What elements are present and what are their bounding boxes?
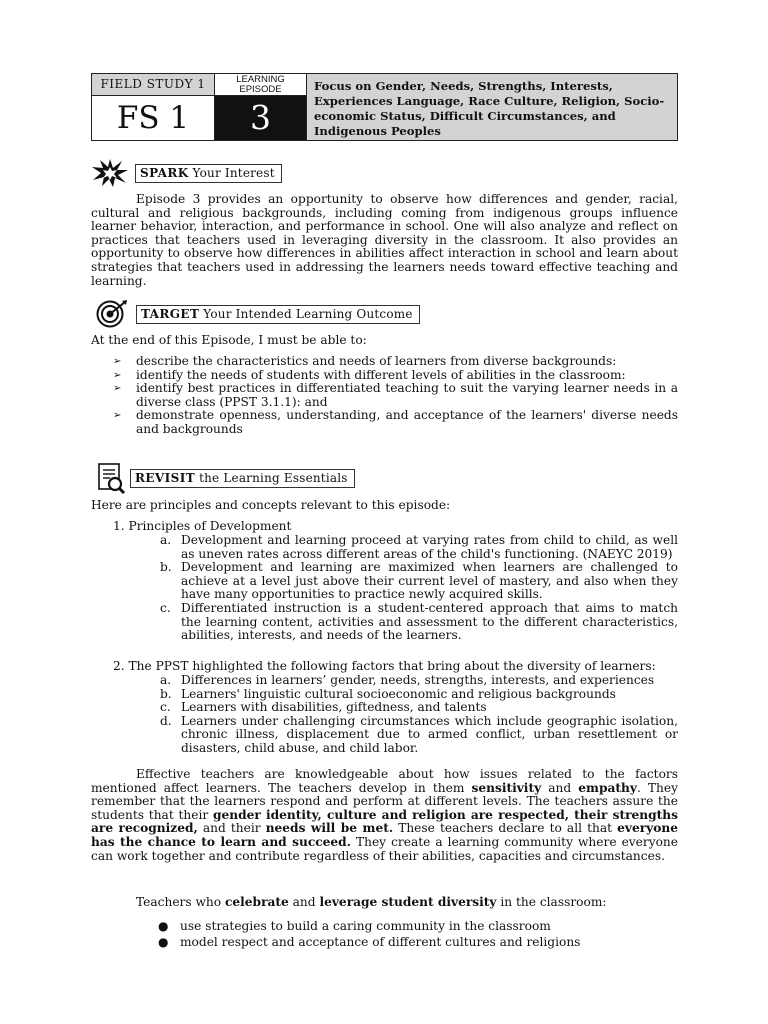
episode-number: 3 <box>215 96 307 140</box>
target-section-heading <box>96 299 420 329</box>
spark-burst-icon <box>91 158 129 188</box>
revisit-section-heading <box>96 462 355 494</box>
list-item: ➢ identify best practices in differentiated teaching to suit the varying learner needs in a diverse class (PPST 3.1.1): and <box>113 381 678 409</box>
list-item: c. Differentiated instruction is a student-centered approach that aims to match the learning content, activities and assessment to the different characteristics, abilities, interests, and needs of the learners. <box>160 600 678 643</box>
effective-teachers-paragraph: Effective teachers are knowledgeable about how issues related to the factors mentioned affect learners. The teachers develop in them sensitivity and empathy. They remember that the learners respond and perform at different levels. The teachers assure the students that their gender identity, culture and religion are respected, their strengths are recognized, and their needs will be met. These teachers declare to all that everyone has the chance to learn and succeed. They create a learning community where everyone can work together and contribute regardless of their abilities, capacities and circumstances. <box>91 767 678 863</box>
ppst-heading: 2. The PPST highlighted the following factors that bring about the diversity of learners: <box>113 659 656 673</box>
list-item: ➢ describe the characteristics and needs of learners from diverse backgrounds: <box>113 354 617 368</box>
target-intro: At the end of this Episode, I must be able to: <box>91 333 367 347</box>
learning-episode-label: LEARNING EPISODE <box>215 74 307 96</box>
learning-outcomes-list <box>113 355 678 437</box>
list-item: ● model respect and acceptance of different cultures and religions <box>158 935 581 949</box>
spark-section-heading <box>91 158 282 188</box>
list-item: a. Differences in learners’ gender, needs, strengths, interests, and experiences <box>160 673 655 687</box>
spark-paragraph: Episode 3 provides an opportunity to observe how differences and gender, racial, cultural and religious backgrounds, including coming from indigenous groups influence learner behavior, interaction, and performance in school. One will also analyze and reflect on practices that teachers used in leveraging diversity in the classroom. It also provides an opportunity to observe how differences in abilities affect interaction in school and learn about strategies that teachers used in addressing the learners needs toward effective teaching and learning. <box>91 192 678 288</box>
list-item: d. Learners under challenging circumstances which include geographic isolation, chronic illness, displacement due to armed conflict, urban resettlement or disasters, child abuse, and child labor. <box>160 713 678 755</box>
list-item: ➢ identify the needs of students with different levels of abilities in the classroom: <box>113 367 626 382</box>
bullet-dot-icon: ● <box>158 919 169 933</box>
principles-list <box>155 534 678 643</box>
list-item: b. Learners' linguistic cultural socioeconomic and religious backgrounds <box>160 686 616 701</box>
document-search-icon <box>96 462 126 494</box>
list-item: c. Learners with disabilities, giftedness, and talents <box>160 700 487 715</box>
arrow-bullet-icon: ➢ <box>113 356 122 367</box>
celebrate-intro: Teachers who celebrate and leverage student diversity in the classroom: <box>136 895 607 909</box>
diversity-factors-list <box>155 674 678 756</box>
revisit-label: REVISIT the Learning Essentials <box>130 469 355 488</box>
principles-heading: 1. Principles of Development <box>113 519 292 533</box>
list-item: a. Development and learning proceed at varying rates from child to child, as well as uneven rates across different areas of the child's functioning. (NAEYC 2019) <box>160 533 678 561</box>
list-item: ➢ demonstrate openness, understanding, and acceptance of the learners' diverse needs and backgrounds <box>113 408 678 436</box>
episode-focus: Focus on Gender, Needs, Strengths, Interests, Experiences Language, Race Culture, Religion, Socio-economic Status, Difficult Circumstances, and Indigenous Peoples <box>307 74 677 140</box>
field-study-code: FS 1 <box>92 96 215 140</box>
field-study-label: FIELD STUDY 1 <box>92 74 215 96</box>
arrow-bullet-icon: ➢ <box>113 369 122 381</box>
arrow-bullet-icon: ➢ <box>113 383 122 395</box>
target-icon <box>96 299 128 329</box>
list-item: b. Development and learning are maximized when learners are challenged to achieve at a level just above their current level of mastery, and also when they have many opportunities to practice newly acquired skills. <box>160 560 678 602</box>
revisit-intro: Here are principles and concepts relevant to this episode: <box>91 498 451 512</box>
bullet-dot-icon: ● <box>158 935 169 949</box>
arrow-bullet-icon: ➢ <box>113 410 122 422</box>
teacher-practices-list <box>158 918 678 950</box>
list-item: ● use strategies to build a caring community in the classroom <box>158 919 551 933</box>
spark-label: SPARK Your Interest <box>135 164 282 183</box>
target-label: TARGET Your Intended Learning Outcome <box>136 305 420 324</box>
episode-header <box>91 73 678 141</box>
